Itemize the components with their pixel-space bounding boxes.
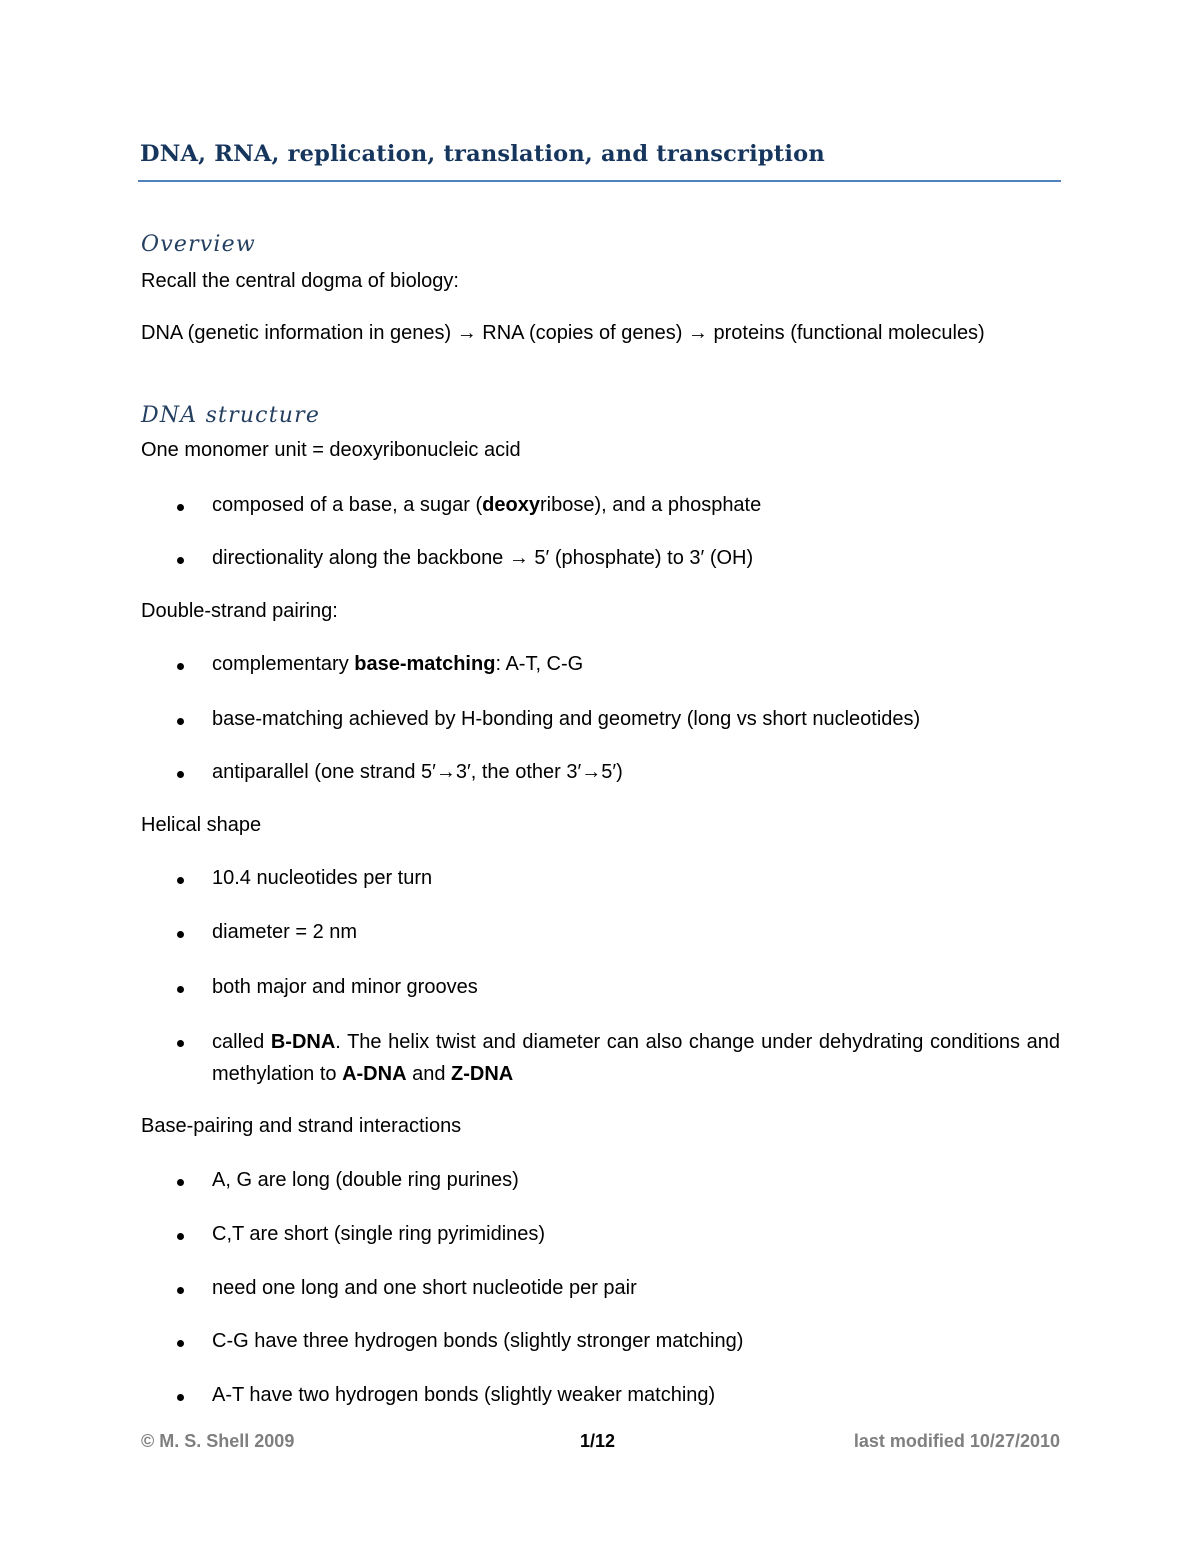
list-item-composition bbox=[212, 494, 761, 517]
bullet-icon bbox=[177, 877, 184, 884]
list-item-at-bonds: A-T have two hydrogen bonds (slightly weaker matching) bbox=[212, 1384, 716, 1406]
list-item-nucleotides-per-turn: 10.4 nucleotides per turn bbox=[212, 867, 433, 889]
list-item-text: and bbox=[406, 1063, 451, 1085]
list-item-pyrimidines: C,T are short (single ring pyrimidines) bbox=[212, 1223, 546, 1245]
list-item-text: called bbox=[212, 1031, 271, 1053]
bold-term-base-matching: base-matching bbox=[354, 653, 496, 675]
list-item-text: . The helix twist and diameter can also change under dehydrating conditions and methylation to bbox=[212, 1031, 1061, 1085]
helical-label: Helical shape bbox=[141, 814, 262, 836]
list-item-directionality: directionality along the backbone → 5′ (phosphate) to 3′ (OH) bbox=[212, 547, 754, 569]
footer-page-number: 1/12 bbox=[580, 1431, 616, 1451]
list-item-antiparallel: antiparallel (one strand 5′→3′, the other 3′→5′) bbox=[212, 761, 623, 783]
bullet-icon bbox=[177, 771, 184, 778]
bullet-icon bbox=[177, 663, 184, 670]
bold-term-a-dna: A-DNA bbox=[342, 1063, 407, 1085]
bold-term-b-dna: B-DNA bbox=[270, 1031, 336, 1053]
list-item-text: composed of a base, a sugar ( bbox=[212, 494, 483, 516]
bullet-icon bbox=[177, 1233, 184, 1240]
bullet-icon bbox=[177, 1340, 184, 1347]
bullet-icon bbox=[177, 718, 184, 725]
list-item-text: ribose), and a phosphate bbox=[539, 494, 762, 516]
list-item-h-bonding: base-matching achieved by H-bonding and geometry (long vs short nucleotides) bbox=[212, 708, 921, 730]
bold-term-z-dna: Z-DNA bbox=[451, 1063, 514, 1085]
bold-term-deoxy: deoxy bbox=[482, 494, 540, 516]
list-item-complementary bbox=[212, 653, 583, 676]
basepair-label: Base-pairing and strand interactions bbox=[141, 1115, 462, 1137]
footer-last-modified: last modified 10/27/2010 bbox=[853, 1431, 1060, 1451]
heading-dna-structure: DNA structure bbox=[141, 403, 321, 428]
monomer-line: One monomer unit = deoxyribonucleic acid bbox=[141, 439, 521, 461]
list-item-text: complementary bbox=[212, 653, 355, 675]
title-rule bbox=[138, 180, 1061, 182]
bullet-icon bbox=[177, 1394, 184, 1401]
list-item-cg-bonds: C-G have three hydrogen bonds (slightly stronger matching) bbox=[212, 1330, 744, 1352]
overview-intro: Recall the central dogma of biology: bbox=[141, 270, 459, 292]
bullet-icon bbox=[177, 1179, 184, 1186]
bullet-icon bbox=[177, 1287, 184, 1294]
heading-overview: Overview bbox=[141, 232, 256, 257]
page-title: DNA, RNA, replication, translation, and transcription bbox=[140, 141, 825, 167]
bullet-icon bbox=[177, 557, 184, 564]
bullet-icon bbox=[177, 504, 184, 511]
central-dogma-line: DNA (genetic information in genes) → RNA (copies of genes) → proteins (functional molecules) bbox=[141, 322, 985, 344]
list-item-purines: A, G are long (double ring purines) bbox=[212, 1169, 519, 1191]
bullet-icon bbox=[177, 986, 184, 993]
list-item-diameter: diameter = 2 nm bbox=[212, 921, 358, 943]
double-strand-label: Double-strand pairing: bbox=[141, 600, 338, 622]
list-item-b-dna bbox=[212, 1026, 1060, 1090]
list-item-grooves: both major and minor grooves bbox=[212, 976, 478, 998]
bullet-icon bbox=[177, 931, 184, 938]
list-item-long-short-pair: need one long and one short nucleotide per pair bbox=[212, 1277, 637, 1299]
bullet-icon bbox=[177, 1040, 184, 1047]
footer-copyright: © M. S. Shell 2009 bbox=[141, 1431, 295, 1451]
list-item-text: : A-T, C-G bbox=[495, 653, 584, 675]
